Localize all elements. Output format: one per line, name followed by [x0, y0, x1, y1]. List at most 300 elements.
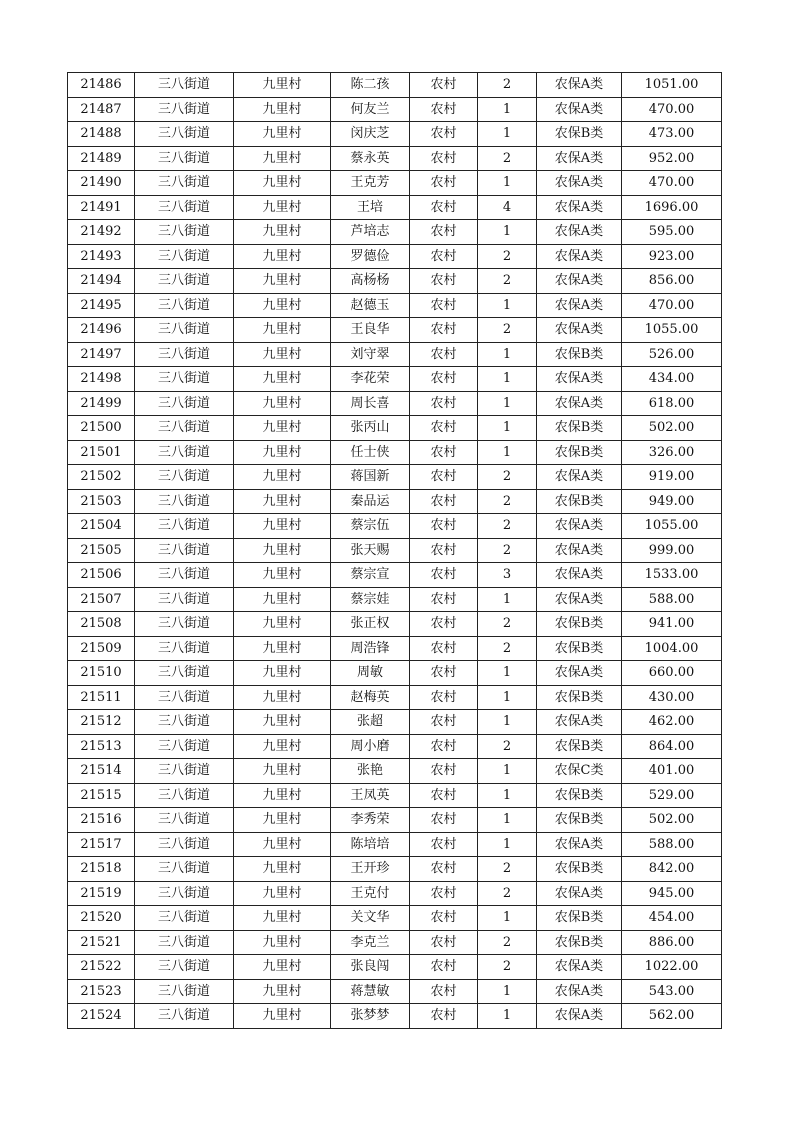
- name-cell: 任士侠: [331, 440, 410, 465]
- table-row: [68, 734, 722, 759]
- household-type-cell: 农村: [410, 685, 478, 710]
- village-cell: 九里村: [234, 269, 331, 294]
- insurance-category-cell: 农保C类: [537, 759, 622, 784]
- record-id-cell: 21502: [68, 465, 135, 490]
- record-id-cell: 21504: [68, 514, 135, 539]
- household-type-cell: 农村: [410, 122, 478, 147]
- member-count-cell: 2: [478, 269, 537, 294]
- record-id-cell: 21518: [68, 857, 135, 882]
- village-cell: 九里村: [234, 367, 331, 392]
- table-row: [68, 489, 722, 514]
- village-cell: 九里村: [234, 122, 331, 147]
- member-count-cell: 2: [478, 538, 537, 563]
- insurance-category-cell: 农保A类: [537, 538, 622, 563]
- village-cell: 九里村: [234, 710, 331, 735]
- insurance-category-cell: 农保A类: [537, 881, 622, 906]
- member-count-cell: 1: [478, 832, 537, 857]
- village-cell: 九里村: [234, 465, 331, 490]
- insurance-category-cell: 农保B类: [537, 685, 622, 710]
- record-id-cell: 21494: [68, 269, 135, 294]
- insurance-category-cell: 农保A类: [537, 979, 622, 1004]
- member-count-cell: 1: [478, 171, 537, 196]
- member-count-cell: 1: [478, 416, 537, 441]
- name-cell: 张艳: [331, 759, 410, 784]
- table-row: [68, 538, 722, 563]
- village-cell: 九里村: [234, 734, 331, 759]
- household-type-cell: 农村: [410, 97, 478, 122]
- amount-cell: 588.00: [622, 587, 722, 612]
- name-cell: 关文华: [331, 906, 410, 931]
- amount-cell: 1696.00: [622, 195, 722, 220]
- village-cell: 九里村: [234, 906, 331, 931]
- table-body: [68, 73, 722, 1029]
- village-cell: 九里村: [234, 612, 331, 637]
- village-cell: 九里村: [234, 244, 331, 269]
- street-cell: 三八街道: [135, 808, 234, 833]
- table-row: [68, 318, 722, 343]
- village-cell: 九里村: [234, 416, 331, 441]
- record-id-cell: 21509: [68, 636, 135, 661]
- household-type-cell: 农村: [410, 244, 478, 269]
- village-cell: 九里村: [234, 808, 331, 833]
- household-type-cell: 农村: [410, 416, 478, 441]
- street-cell: 三八街道: [135, 1004, 234, 1029]
- record-id-cell: 21506: [68, 563, 135, 588]
- village-cell: 九里村: [234, 587, 331, 612]
- street-cell: 三八街道: [135, 514, 234, 539]
- household-type-cell: 农村: [410, 930, 478, 955]
- record-id-cell: 21500: [68, 416, 135, 441]
- name-cell: 刘守翠: [331, 342, 410, 367]
- name-cell: 蔡宗伍: [331, 514, 410, 539]
- record-id-cell: 21517: [68, 832, 135, 857]
- household-type-cell: 农村: [410, 146, 478, 171]
- street-cell: 三八街道: [135, 220, 234, 245]
- record-id-cell: 21490: [68, 171, 135, 196]
- street-cell: 三八街道: [135, 73, 234, 98]
- street-cell: 三八街道: [135, 342, 234, 367]
- household-type-cell: 农村: [410, 759, 478, 784]
- insurance-category-cell: 农保A类: [537, 465, 622, 490]
- record-id-cell: 21499: [68, 391, 135, 416]
- member-count-cell: 1: [478, 587, 537, 612]
- table-row: [68, 685, 722, 710]
- insurance-category-cell: 农保A类: [537, 73, 622, 98]
- name-cell: 李花荣: [331, 367, 410, 392]
- household-type-cell: 农村: [410, 514, 478, 539]
- household-type-cell: 农村: [410, 734, 478, 759]
- village-cell: 九里村: [234, 1004, 331, 1029]
- record-id-cell: 21495: [68, 293, 135, 318]
- member-count-cell: 1: [478, 391, 537, 416]
- street-cell: 三八街道: [135, 881, 234, 906]
- record-id-cell: 21521: [68, 930, 135, 955]
- amount-cell: 886.00: [622, 930, 722, 955]
- village-cell: 九里村: [234, 220, 331, 245]
- amount-cell: 919.00: [622, 465, 722, 490]
- household-type-cell: 农村: [410, 808, 478, 833]
- amount-cell: 1533.00: [622, 563, 722, 588]
- record-id-cell: 21515: [68, 783, 135, 808]
- record-id-cell: 21510: [68, 661, 135, 686]
- village-cell: 九里村: [234, 97, 331, 122]
- member-count-cell: 1: [478, 122, 537, 147]
- table-row: [68, 710, 722, 735]
- member-count-cell: 2: [478, 881, 537, 906]
- member-count-cell: 1: [478, 367, 537, 392]
- insurance-category-cell: 农保B类: [537, 440, 622, 465]
- record-id-cell: 21496: [68, 318, 135, 343]
- village-cell: 九里村: [234, 146, 331, 171]
- village-cell: 九里村: [234, 881, 331, 906]
- name-cell: 周浩锋: [331, 636, 410, 661]
- member-count-cell: 2: [478, 244, 537, 269]
- table-row: [68, 97, 722, 122]
- record-id-cell: 21520: [68, 906, 135, 931]
- household-type-cell: 农村: [410, 293, 478, 318]
- household-type-cell: 农村: [410, 73, 478, 98]
- street-cell: 三八街道: [135, 587, 234, 612]
- street-cell: 三八街道: [135, 146, 234, 171]
- member-count-cell: 2: [478, 465, 537, 490]
- street-cell: 三八街道: [135, 685, 234, 710]
- insurance-category-cell: 农保B类: [537, 416, 622, 441]
- insurance-category-cell: 农保B类: [537, 612, 622, 637]
- record-id-cell: 21486: [68, 73, 135, 98]
- name-cell: 何友兰: [331, 97, 410, 122]
- member-count-cell: 1: [478, 342, 537, 367]
- table-row: [68, 514, 722, 539]
- street-cell: 三八街道: [135, 440, 234, 465]
- village-cell: 九里村: [234, 171, 331, 196]
- household-type-cell: 农村: [410, 220, 478, 245]
- member-count-cell: 1: [478, 979, 537, 1004]
- table-row: [68, 440, 722, 465]
- record-id-cell: 21505: [68, 538, 135, 563]
- member-count-cell: 2: [478, 734, 537, 759]
- record-id-cell: 21498: [68, 367, 135, 392]
- record-id-cell: 21501: [68, 440, 135, 465]
- street-cell: 三八街道: [135, 195, 234, 220]
- member-count-cell: 1: [478, 661, 537, 686]
- table-row: [68, 563, 722, 588]
- insurance-category-cell: 农保A类: [537, 146, 622, 171]
- member-count-cell: 2: [478, 514, 537, 539]
- insurance-category-cell: 农保B类: [537, 636, 622, 661]
- record-id-cell: 21491: [68, 195, 135, 220]
- street-cell: 三八街道: [135, 636, 234, 661]
- street-cell: 三八街道: [135, 906, 234, 931]
- village-cell: 九里村: [234, 979, 331, 1004]
- amount-cell: 401.00: [622, 759, 722, 784]
- member-count-cell: 4: [478, 195, 537, 220]
- street-cell: 三八街道: [135, 979, 234, 1004]
- record-id-cell: 21492: [68, 220, 135, 245]
- amount-cell: 473.00: [622, 122, 722, 147]
- member-count-cell: 1: [478, 906, 537, 931]
- insurance-category-cell: 农保A类: [537, 710, 622, 735]
- member-count-cell: 2: [478, 612, 537, 637]
- village-cell: 九里村: [234, 489, 331, 514]
- village-cell: 九里村: [234, 514, 331, 539]
- street-cell: 三八街道: [135, 710, 234, 735]
- amount-cell: 595.00: [622, 220, 722, 245]
- name-cell: 周长喜: [331, 391, 410, 416]
- name-cell: 蔡宗娃: [331, 587, 410, 612]
- street-cell: 三八街道: [135, 612, 234, 637]
- member-count-cell: 2: [478, 636, 537, 661]
- household-type-cell: 农村: [410, 661, 478, 686]
- table-row: [68, 367, 722, 392]
- name-cell: 蔡永英: [331, 146, 410, 171]
- member-count-cell: 2: [478, 857, 537, 882]
- amount-cell: 502.00: [622, 808, 722, 833]
- amount-cell: 562.00: [622, 1004, 722, 1029]
- member-count-cell: 2: [478, 930, 537, 955]
- table-row: [68, 122, 722, 147]
- name-cell: 王培: [331, 195, 410, 220]
- insurance-category-cell: 农保B类: [537, 906, 622, 931]
- record-id-cell: 21508: [68, 612, 135, 637]
- insurance-category-cell: 农保B类: [537, 857, 622, 882]
- amount-cell: 543.00: [622, 979, 722, 1004]
- record-id-cell: 21511: [68, 685, 135, 710]
- household-type-cell: 农村: [410, 1004, 478, 1029]
- name-cell: 蒋国新: [331, 465, 410, 490]
- insurance-category-cell: 农保A类: [537, 220, 622, 245]
- amount-cell: 470.00: [622, 293, 722, 318]
- record-id-cell: 21519: [68, 881, 135, 906]
- table-row: [68, 759, 722, 784]
- amount-cell: 1055.00: [622, 318, 722, 343]
- household-type-cell: 农村: [410, 367, 478, 392]
- amount-cell: 434.00: [622, 367, 722, 392]
- name-cell: 张超: [331, 710, 410, 735]
- name-cell: 王良华: [331, 318, 410, 343]
- name-cell: 李秀荣: [331, 808, 410, 833]
- name-cell: 张丙山: [331, 416, 410, 441]
- table-row: [68, 881, 722, 906]
- street-cell: 三八街道: [135, 489, 234, 514]
- insurance-category-cell: 农保A类: [537, 514, 622, 539]
- amount-cell: 326.00: [622, 440, 722, 465]
- household-type-cell: 农村: [410, 857, 478, 882]
- street-cell: 三八街道: [135, 857, 234, 882]
- household-type-cell: 农村: [410, 538, 478, 563]
- member-count-cell: 1: [478, 97, 537, 122]
- table-row: [68, 391, 722, 416]
- name-cell: 张正权: [331, 612, 410, 637]
- village-cell: 九里村: [234, 857, 331, 882]
- street-cell: 三八街道: [135, 465, 234, 490]
- name-cell: 赵梅英: [331, 685, 410, 710]
- data-table: [67, 72, 722, 1029]
- street-cell: 三八街道: [135, 563, 234, 588]
- member-count-cell: 1: [478, 759, 537, 784]
- street-cell: 三八街道: [135, 538, 234, 563]
- insurance-category-cell: 农保A类: [537, 563, 622, 588]
- household-type-cell: 农村: [410, 612, 478, 637]
- table-row: [68, 955, 722, 980]
- village-cell: 九里村: [234, 391, 331, 416]
- record-id-cell: 21516: [68, 808, 135, 833]
- table-row: [68, 342, 722, 367]
- insurance-category-cell: 农保A类: [537, 195, 622, 220]
- name-cell: 李克兰: [331, 930, 410, 955]
- name-cell: 周敏: [331, 661, 410, 686]
- member-count-cell: 2: [478, 489, 537, 514]
- street-cell: 三八街道: [135, 318, 234, 343]
- village-cell: 九里村: [234, 759, 331, 784]
- insurance-category-cell: 农保B类: [537, 122, 622, 147]
- amount-cell: 1022.00: [622, 955, 722, 980]
- street-cell: 三八街道: [135, 269, 234, 294]
- village-cell: 九里村: [234, 930, 331, 955]
- member-count-cell: 1: [478, 783, 537, 808]
- insurance-category-cell: 农保A类: [537, 832, 622, 857]
- amount-cell: 660.00: [622, 661, 722, 686]
- street-cell: 三八街道: [135, 759, 234, 784]
- table-row: [68, 416, 722, 441]
- table-row: [68, 612, 722, 637]
- record-id-cell: 21514: [68, 759, 135, 784]
- insurance-category-cell: 农保A类: [537, 293, 622, 318]
- member-count-cell: 3: [478, 563, 537, 588]
- insurance-category-cell: 农保B类: [537, 783, 622, 808]
- household-type-cell: 农村: [410, 979, 478, 1004]
- table-row: [68, 146, 722, 171]
- amount-cell: 454.00: [622, 906, 722, 931]
- village-cell: 九里村: [234, 636, 331, 661]
- amount-cell: 999.00: [622, 538, 722, 563]
- village-cell: 九里村: [234, 538, 331, 563]
- insurance-category-cell: 农保B类: [537, 734, 622, 759]
- amount-cell: 470.00: [622, 171, 722, 196]
- village-cell: 九里村: [234, 783, 331, 808]
- insurance-category-cell: 农保B类: [537, 808, 622, 833]
- table-row: [68, 783, 722, 808]
- table-row: [68, 661, 722, 686]
- record-id-cell: 21503: [68, 489, 135, 514]
- street-cell: 三八街道: [135, 832, 234, 857]
- household-type-cell: 农村: [410, 587, 478, 612]
- member-count-cell: 2: [478, 73, 537, 98]
- record-id-cell: 21487: [68, 97, 135, 122]
- amount-cell: 1004.00: [622, 636, 722, 661]
- table-row: [68, 636, 722, 661]
- amount-cell: 864.00: [622, 734, 722, 759]
- table-row: [68, 171, 722, 196]
- record-id-cell: 21489: [68, 146, 135, 171]
- amount-cell: 462.00: [622, 710, 722, 735]
- member-count-cell: 2: [478, 146, 537, 171]
- household-type-cell: 农村: [410, 195, 478, 220]
- table-row: [68, 1004, 722, 1029]
- name-cell: 王克付: [331, 881, 410, 906]
- name-cell: 罗德俭: [331, 244, 410, 269]
- village-cell: 九里村: [234, 73, 331, 98]
- household-type-cell: 农村: [410, 465, 478, 490]
- amount-cell: 1051.00: [622, 73, 722, 98]
- household-type-cell: 农村: [410, 269, 478, 294]
- street-cell: 三八街道: [135, 97, 234, 122]
- insurance-category-cell: 农保A类: [537, 661, 622, 686]
- table-row: [68, 269, 722, 294]
- record-id-cell: 21523: [68, 979, 135, 1004]
- name-cell: 芦培志: [331, 220, 410, 245]
- name-cell: 秦品运: [331, 489, 410, 514]
- street-cell: 三八街道: [135, 244, 234, 269]
- amount-cell: 856.00: [622, 269, 722, 294]
- table-row: [68, 587, 722, 612]
- table-row: [68, 979, 722, 1004]
- insurance-category-cell: 农保A类: [537, 391, 622, 416]
- name-cell: 王凤英: [331, 783, 410, 808]
- name-cell: 闵庆芝: [331, 122, 410, 147]
- village-cell: 九里村: [234, 832, 331, 857]
- name-cell: 王开珍: [331, 857, 410, 882]
- household-type-cell: 农村: [410, 391, 478, 416]
- village-cell: 九里村: [234, 195, 331, 220]
- member-count-cell: 2: [478, 318, 537, 343]
- name-cell: 蒋慧敏: [331, 979, 410, 1004]
- insurance-category-cell: 农保A类: [537, 955, 622, 980]
- amount-cell: 470.00: [622, 97, 722, 122]
- table-row: [68, 293, 722, 318]
- street-cell: 三八街道: [135, 661, 234, 686]
- insurance-category-cell: 农保A类: [537, 1004, 622, 1029]
- insurance-category-cell: 农保A类: [537, 367, 622, 392]
- village-cell: 九里村: [234, 955, 331, 980]
- village-cell: 九里村: [234, 661, 331, 686]
- household-type-cell: 农村: [410, 636, 478, 661]
- record-id-cell: 21488: [68, 122, 135, 147]
- name-cell: 陈培培: [331, 832, 410, 857]
- household-type-cell: 农村: [410, 832, 478, 857]
- table-row: [68, 906, 722, 931]
- street-cell: 三八街道: [135, 955, 234, 980]
- amount-cell: 949.00: [622, 489, 722, 514]
- amount-cell: 842.00: [622, 857, 722, 882]
- household-type-cell: 农村: [410, 906, 478, 931]
- record-id-cell: 21497: [68, 342, 135, 367]
- record-id-cell: 21513: [68, 734, 135, 759]
- village-cell: 九里村: [234, 318, 331, 343]
- member-count-cell: 1: [478, 685, 537, 710]
- household-type-cell: 农村: [410, 171, 478, 196]
- table-row: [68, 832, 722, 857]
- street-cell: 三八街道: [135, 293, 234, 318]
- name-cell: 张梦梦: [331, 1004, 410, 1029]
- household-type-cell: 农村: [410, 489, 478, 514]
- household-type-cell: 农村: [410, 440, 478, 465]
- member-count-cell: 2: [478, 955, 537, 980]
- name-cell: 蔡宗宣: [331, 563, 410, 588]
- name-cell: 张良闯: [331, 955, 410, 980]
- table-row: [68, 808, 722, 833]
- insurance-category-cell: 农保A类: [537, 318, 622, 343]
- name-cell: 王克芳: [331, 171, 410, 196]
- amount-cell: 529.00: [622, 783, 722, 808]
- member-count-cell: 1: [478, 293, 537, 318]
- street-cell: 三八街道: [135, 122, 234, 147]
- amount-cell: 502.00: [622, 416, 722, 441]
- table-row: [68, 465, 722, 490]
- record-id-cell: 21512: [68, 710, 135, 735]
- village-cell: 九里村: [234, 440, 331, 465]
- street-cell: 三八街道: [135, 734, 234, 759]
- insurance-category-cell: 农保A类: [537, 171, 622, 196]
